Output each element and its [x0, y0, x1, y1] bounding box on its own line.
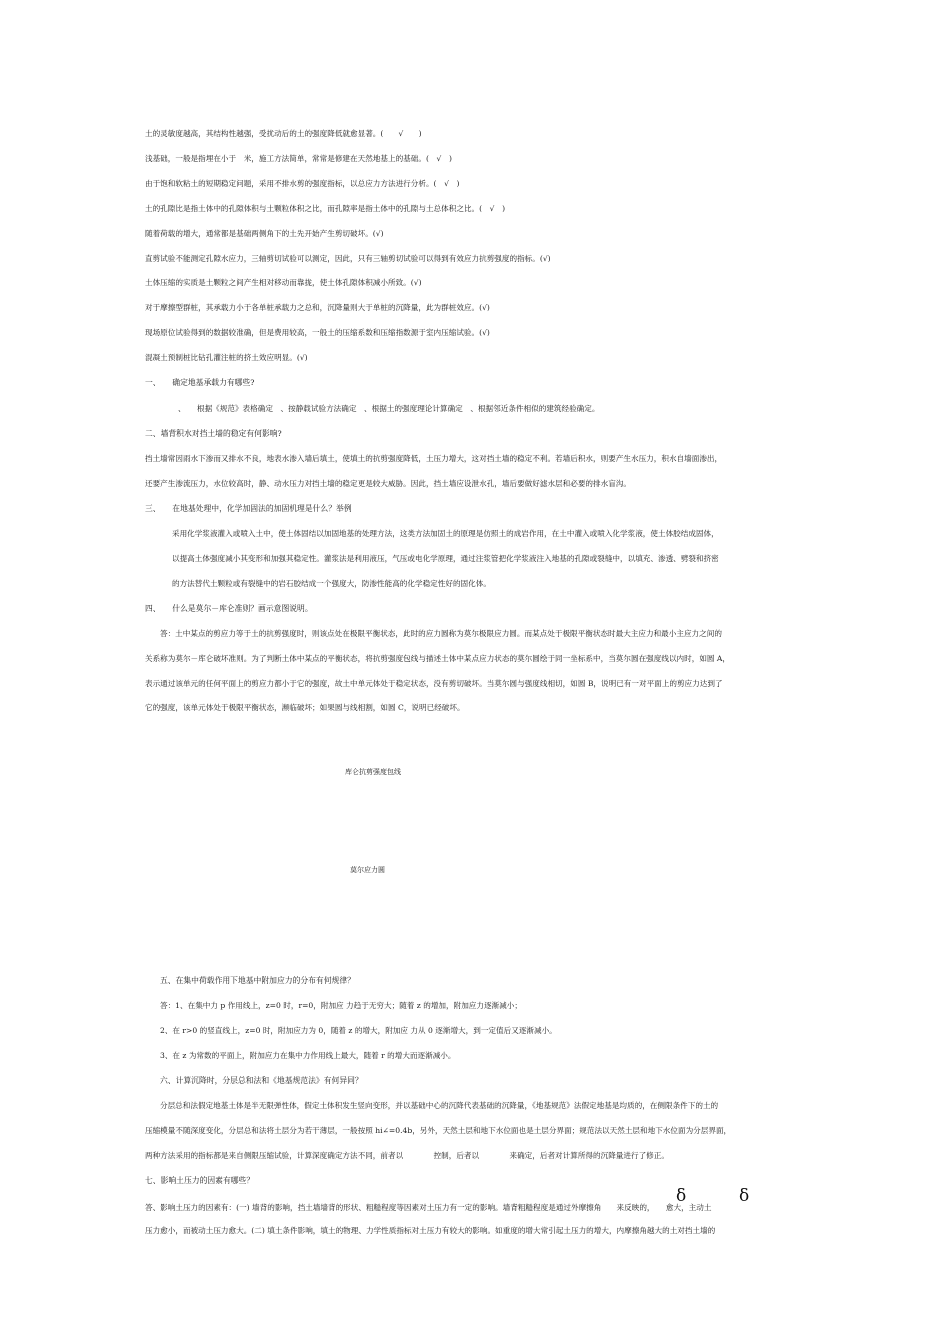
question-2-answer-line-2: 还要产生渗流压力，水位较高时，静、动水压力对挡土墙的稳定更是较大威胁。因此，挡土墙应设泄水孔，墙后要做好滤水层和必要的排水盲沟。	[145, 479, 631, 488]
judgment-7: 土体压缩的实质是土颗粒之间产生相对移动而靠拢，使土体孔隙体积减小所致。(√)	[145, 278, 422, 287]
judgment-3: 由于饱和软粘土的短期稳定问题，采用不排水剪的强度指标，以总应力方法进行分析。( √ )	[145, 179, 460, 188]
question-6-title: 六、计算沉降时，分层总和法和《地基规范法》有何异同？	[160, 1076, 363, 1085]
question-4-answer-line-3: 表示通过该单元的任何平面上的剪应力都小于它的强度，故土中单元体处于稳定状态，没有剪切破坏。当莫尔圆与强度线相切，如圆 B，说明已有一对平面上的剪应力达到了	[145, 679, 723, 688]
question-3-title: 三、 在地基处理中，化学加固法的加固机理是什么？举例	[145, 504, 352, 513]
question-3-answer-line-1: 采用化学浆液灌入或喷入土中，使土体固结以加固地基的处理方法，这类方法加固土的原理是仿照土的成岩作用，在土中灌入或喷入化学浆液，使土体胶结成固体，	[172, 529, 719, 538]
question-1-title: 一、 确定地基承载力有哪些?	[145, 378, 255, 387]
judgment-1: 土的灵敏度越高，其结构性越强，受扰动后的土的强度降低就愈显著。( √ )	[145, 129, 422, 138]
question-3-answer-line-3: 的方法替代土颗粒或有裂缝中的岩石胶结成一个强度大，防渗性能高的化学稳定性好的固化体。	[172, 579, 491, 588]
question-1-answer: 、 根据《规范》表格确定 、按静载试验方法确定 、根据土的强度理论计算确定 、根据邻近条件相似的建筑经验确定。	[178, 404, 600, 413]
judgment-4: 土的孔隙比是指土体中的孔隙体积与土颗粒体积之比，而孔隙率是指土体中的孔隙与土总体积之比。( √ )	[145, 204, 506, 213]
question-4-title: 四、 什么是莫尔－库仑准则？画示意图说明。	[145, 604, 313, 613]
judgment-8: 对于摩擦型群桩，其承载力小于各单桩承载力之总和，沉降量则大于单桩的沉降量，此为群桩效应。(√)	[145, 303, 490, 312]
question-6-answer-line-1: 分层总和法假定地基土体是半无限弹性体，假定土体积发生竖向变形，并以基础中心的沉降代表基础的沉降量，《地基规范》法假定地基是均质的，在侧限条件下的土的	[160, 1101, 719, 1110]
judgment-2: 浅基础，一般是指埋在小于 米，施工方法简单，常常是修建在天然地基上的基础。( √ )	[145, 154, 452, 163]
question-4-answer-line-2: 关系称为莫尔－库仑破坏准则。为了判断土体中某点的平衡状态，将抗剪强度包线与描述土体中某点应力状态的莫尔圆绘于同一坐标系中，当莫尔圆在强度线以内时，如圆 A，	[145, 654, 731, 663]
question-5-title: 五、在集中荷载作用下地基中附加应力的分布有何规律？	[160, 976, 355, 985]
judgment-10: 混凝土预制桩比钻孔灌注桩的挤土效应明显。(√)	[145, 353, 308, 362]
question-2-title: 二、墙背积水对挡土墙的稳定有何影响?	[145, 429, 282, 438]
question-6-answer-line-3: 两种方法采用的指标都是来自侧限压缩试验，计算深度确定方法不同，前者以 控制，后者以 来确定，后者对计算所得的沉降量进行了修正。	[145, 1151, 669, 1160]
question-2-answer-line-1: 挡土墙常因雨水下渗而又排水不良，地表水渗入墙后填土，使填土的抗剪强度降低，土压力增大，这对挡土墙的稳定不利。若墙后积水，则要产生水压力，积水自墙面渗出，	[145, 454, 723, 463]
delta-symbol-1: δ	[676, 1186, 687, 1206]
question-5-answer-line-1: 答：1、在集中力 p 作用线上，z=0 时，r=0，附加应 力趋于无穷大；随着 z 的增加，附加应力逐渐减小；	[160, 1001, 522, 1010]
question-5-answer-line-3: 3、在 z 为常数的平面上，附加应力在集中力作用线上最大，随着 r 的增大而逐渐减小。	[160, 1051, 456, 1060]
question-7-answer-line-2: 压力愈小，而被动土压力愈大。(二) 填土条件影响，填土的物理、力学性质指标对土压力有较大的影响。如重度的增大常引起土压力的增大，内摩擦角越大的土对挡土墙的	[145, 1226, 716, 1235]
question-6-answer-line-2: 压缩模量不随深度变化，分层总和法将土层分为若干薄层，一般按照 hi∠=0.4b，另外，天然土层和地下水位面也是土层分界面；规范法以天然土层和地下水位面为分层界面，	[145, 1126, 732, 1135]
question-5-answer-line-2: 2、在 r>0 的竖直线上，z=0 时，附加应力为 0，随着 z 的增大，附加应 力从 0 逐渐增大，到一定值后又逐渐减小。	[160, 1026, 557, 1035]
question-4-answer-line-1: 答：土中某点的剪应力等于土的抗剪强度时，则该点处在极限平衡状态，此时的应力圆称为莫尔极限应力圆。而某点处于极限平衡状态时最大主应力和最小主应力之间的	[160, 629, 722, 638]
delta-symbol-2: δ	[739, 1186, 750, 1206]
mohr-circle-caption: 莫尔应力圆	[350, 866, 385, 874]
judgment-5: 随着荷载的增大，通常都是基础两侧角下的土先开始产生剪切破坏。(√)	[145, 229, 384, 238]
envelope-caption: 库仑抗剪强度包线	[345, 768, 401, 776]
question-4-answer-line-4: 它的强度，该单元体处于极限平衡状态，濒临破坏；如果圆与线相割，如圆 C，说明已经破坏。	[145, 703, 465, 712]
judgment-6: 直剪试验不能测定孔隙水应力，三轴剪切试验可以测定，因此，只有三轴剪切试验可以得到有效应力抗剪强度的指标。(√)	[145, 254, 551, 263]
question-3-answer-line-2: 以提高土体强度减小其变形和加强其稳定性。灌浆法是利用液压，气压或电化学原理，通过注浆管把化学浆液注入地基的孔隙或裂缝中，以填充、渗透、劈裂和挤密	[172, 554, 719, 563]
judgment-9: 现场原位试验得到的数据较准确，但是费用较高，一般土的压缩系数和压缩指数源于室内压缩试验。(√)	[145, 328, 490, 337]
question-7-answer-line-1: 答、影响土压力的因素有：(一) 墙背的影响，挡土墙墙背的形状、粗糙程度等因素对土压力有一定的影响。墙背粗糙程度是通过外摩擦角 来反映的， 愈大，主动土	[145, 1203, 712, 1212]
question-7-title: 七、影响土压力的因素有哪些？	[145, 1176, 255, 1185]
